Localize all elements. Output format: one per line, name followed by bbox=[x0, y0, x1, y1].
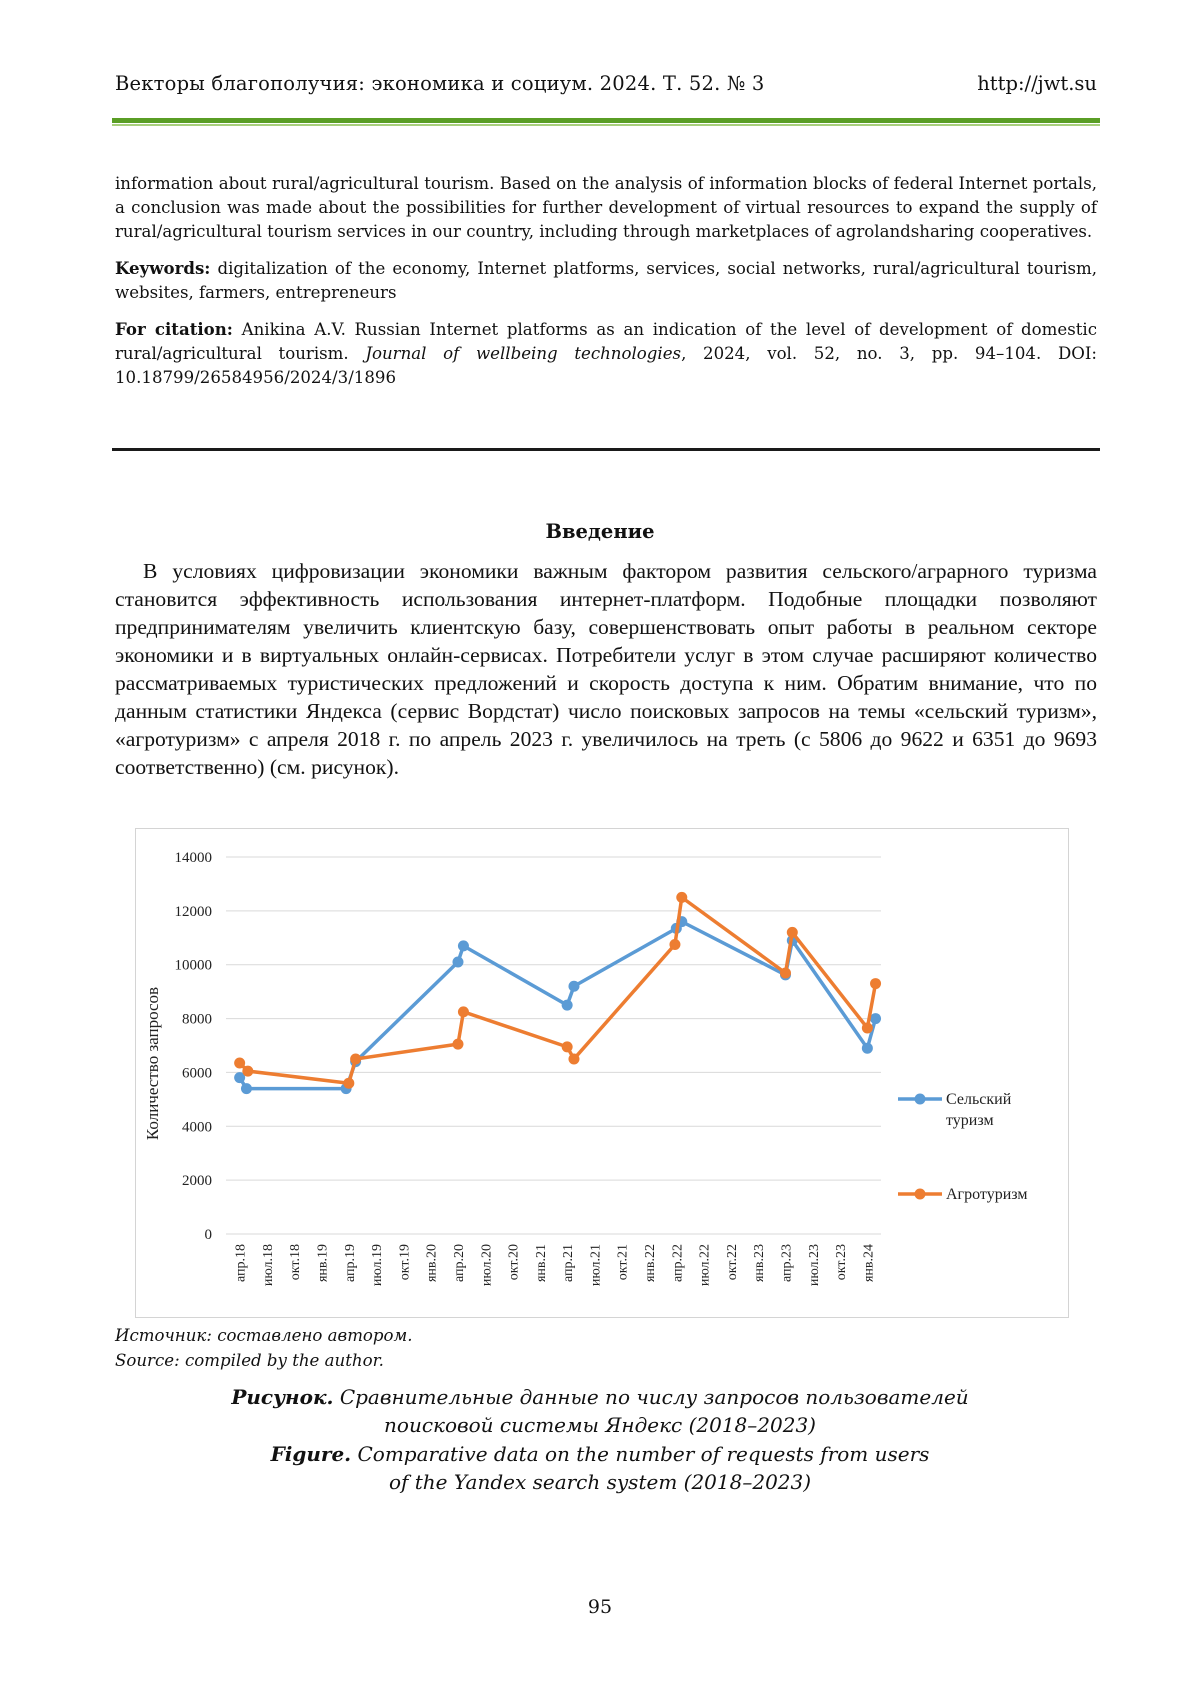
caption-en-text1: Comparative data on the number of requests from users bbox=[351, 1442, 930, 1466]
abstract-end: information about rural/agricultural tourism. Based on the analysis of information blocks of federal Internet portals, a conclusion was made about the possibilities for further development of virtual resources to expand the supply of rural/agricultural tourism services in our country, including through marketplaces of agrolandsharing cooperatives. bbox=[115, 174, 1097, 241]
x-tick-label: янв.23 bbox=[752, 1244, 768, 1283]
data-point bbox=[242, 1066, 253, 1077]
x-tick-label: янв.22 bbox=[643, 1244, 659, 1283]
y-tick-label: 12000 bbox=[174, 903, 212, 920]
data-point bbox=[568, 981, 579, 992]
series-line bbox=[240, 922, 876, 1089]
x-tick-label: окт.18 bbox=[288, 1244, 304, 1281]
caption-ru-line2: поисковой системы Яндекс (2018–2023) bbox=[384, 1413, 816, 1437]
header-rule-thin bbox=[112, 124, 1100, 126]
x-tick-label: июл.20 bbox=[479, 1244, 495, 1287]
series-line bbox=[240, 897, 876, 1083]
data-point bbox=[350, 1053, 361, 1064]
data-point bbox=[562, 1000, 573, 1011]
x-tick-label: окт.21 bbox=[615, 1244, 631, 1281]
legend-label: Сельский bbox=[946, 1091, 1012, 1108]
x-tick-label: июл.23 bbox=[806, 1244, 822, 1287]
caption-en-line1 bbox=[0, 1442, 1200, 1466]
source-en: Source: compiled by the author. bbox=[115, 1351, 384, 1370]
x-tick-label: окт.23 bbox=[834, 1244, 850, 1281]
legend-marker bbox=[915, 1189, 926, 1200]
section-title: Введение bbox=[545, 520, 655, 543]
data-point bbox=[780, 967, 791, 978]
legend-marker bbox=[915, 1094, 926, 1105]
x-tick-label: янв.19 bbox=[315, 1244, 331, 1283]
citation-journal: Journal of wellbeing technologies bbox=[365, 344, 682, 363]
y-axis-title: Количество запросов bbox=[143, 986, 162, 1141]
data-point bbox=[241, 1083, 252, 1094]
x-tick-label: апр.19 bbox=[342, 1244, 358, 1283]
abstract-block bbox=[115, 172, 1097, 402]
journal-title: Векторы благополучия: экономика и социум. 2024. Т. 52. № 3 bbox=[115, 72, 765, 95]
x-tick-label: апр.23 bbox=[779, 1244, 795, 1283]
x-tick-label: апр.21 bbox=[561, 1244, 577, 1283]
x-tick-label: июл.19 bbox=[370, 1244, 386, 1287]
data-point bbox=[234, 1057, 245, 1068]
chart-frame bbox=[135, 828, 1069, 1318]
caption-en-label: Figure. bbox=[270, 1442, 352, 1466]
x-tick-label: апр.20 bbox=[451, 1244, 467, 1283]
y-tick-label: 8000 bbox=[182, 1011, 212, 1028]
data-point bbox=[870, 978, 881, 989]
data-point bbox=[870, 1013, 881, 1024]
source-ru: Источник: составлено автором. bbox=[115, 1326, 413, 1345]
page-number: 95 bbox=[587, 1596, 613, 1618]
data-point bbox=[452, 957, 463, 968]
x-tick-label: июл.18 bbox=[260, 1244, 276, 1287]
data-point bbox=[862, 1022, 873, 1033]
y-tick-label: 6000 bbox=[182, 1065, 212, 1082]
keywords bbox=[115, 256, 1097, 305]
legend-label: Агротуризм bbox=[946, 1186, 1028, 1203]
data-point bbox=[343, 1078, 354, 1089]
caption-ru-label: Рисунок. bbox=[231, 1385, 334, 1409]
data-point bbox=[568, 1053, 579, 1064]
x-tick-label: янв.21 bbox=[533, 1244, 549, 1283]
data-point bbox=[458, 940, 469, 951]
x-tick-label: окт.22 bbox=[724, 1244, 740, 1281]
data-point bbox=[458, 1006, 469, 1017]
data-point bbox=[669, 939, 680, 950]
data-point bbox=[787, 927, 798, 938]
caption-ru-line1 bbox=[0, 1385, 1200, 1409]
caption-en-line2: of the Yandex search system (2018–2023) bbox=[388, 1470, 812, 1494]
x-tick-label: апр.22 bbox=[670, 1244, 686, 1283]
x-tick-label: июл.22 bbox=[697, 1244, 713, 1287]
keywords-text: digitalization of the economy, Internet platforms, services, social networks, rural/agricultural tourism, websites, farmers, entrepreneurs bbox=[115, 259, 1097, 302]
x-tick-label: янв.20 bbox=[424, 1244, 440, 1283]
line-chart bbox=[136, 829, 1070, 1319]
y-tick-label: 10000 bbox=[174, 957, 212, 974]
caption-ru-text1: Сравнительные данные по числу запросов пользователей bbox=[333, 1385, 969, 1409]
separator-rule bbox=[112, 448, 1100, 451]
x-tick-label: апр.18 bbox=[233, 1244, 249, 1283]
x-tick-label: июл.21 bbox=[588, 1244, 604, 1287]
y-tick-label: 2000 bbox=[182, 1173, 212, 1190]
citation-pre: Anikina A.V. Russian Internet platforms as an indication of the level of development of domestic rural/agricultural tourism. bbox=[115, 320, 1097, 363]
y-tick-label: 0 bbox=[204, 1227, 212, 1243]
data-point bbox=[452, 1039, 463, 1050]
citation bbox=[115, 317, 1097, 390]
x-tick-label: янв.24 bbox=[861, 1244, 877, 1283]
keywords-label: Keywords: bbox=[115, 258, 211, 278]
intro-paragraph: В условиях цифровизации экономики важным фактором развития сельского/аграрного туризма становится эффективность использования интернет-платформ. Подобные площадки позволяют предпринимателям увеличить клиентскую базу, совершенствовать опыт работы в реальном секторе экономики и в виртуальных онлайн-сервисах. Потребители услуг в этом случае расширяют количество рассматриваемых туристических предложений и скорость доступа к ним. Обратим внимание, что по данным статистики Яндекса (сервис Вордстат) число поисковых запросов на темы «сельский туризм», «агротуризм» с апреля 2018 г. по апрель 2023 г. увеличилось на треть (с 5806 до 9622 и 6351 до 9693 соответственно) (см. рисунок). bbox=[115, 559, 1097, 779]
citation-post: , 2024, vol. 52, no. 3, pp. 94–104. DOI: 10.18799/26584956/2024/3/1896 bbox=[115, 344, 1097, 387]
x-tick-label: окт.20 bbox=[506, 1244, 522, 1281]
running-header bbox=[115, 72, 1097, 102]
legend-label: туризм bbox=[946, 1112, 994, 1129]
journal-url[interactable]: http://jwt.su bbox=[977, 72, 1097, 95]
citation-label: For citation: bbox=[115, 319, 233, 339]
y-tick-label: 4000 bbox=[182, 1119, 212, 1136]
x-tick-label: окт.19 bbox=[397, 1244, 413, 1281]
data-point bbox=[676, 892, 687, 903]
header-rule bbox=[112, 118, 1100, 123]
y-tick-label: 14000 bbox=[174, 850, 212, 866]
data-point bbox=[862, 1043, 873, 1054]
data-point bbox=[562, 1041, 573, 1052]
